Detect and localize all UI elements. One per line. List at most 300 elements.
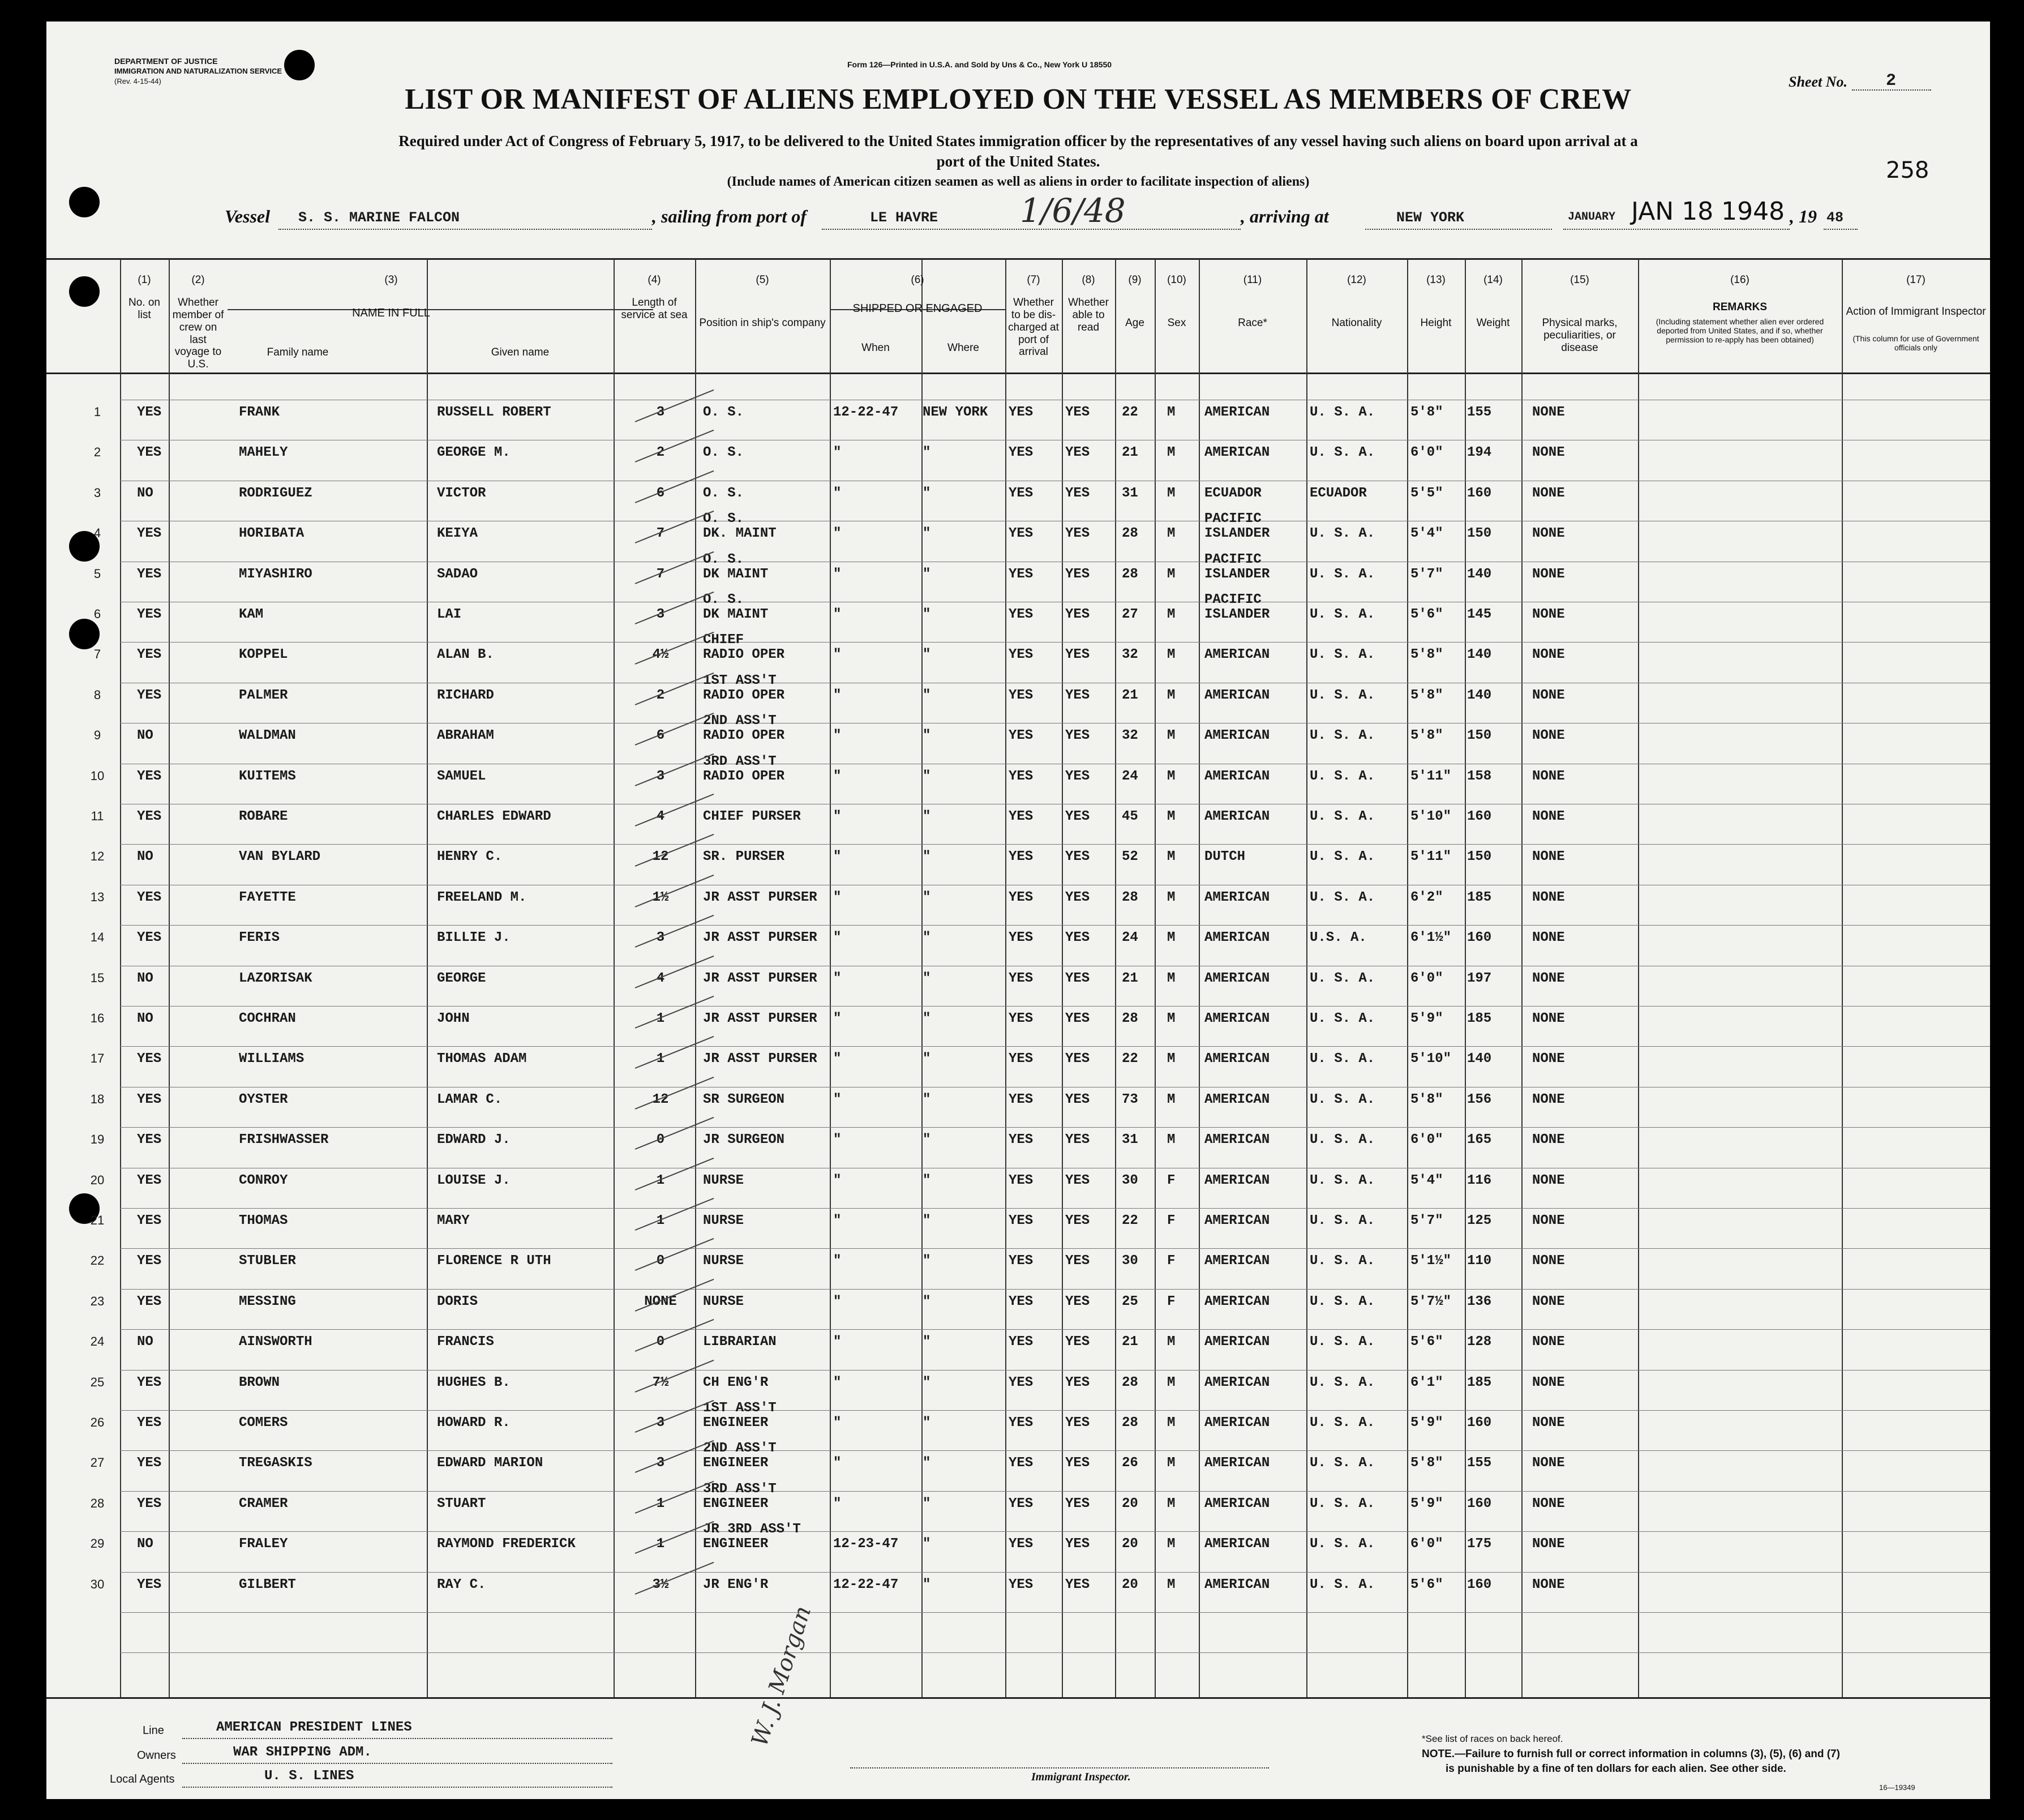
able-to-read: YES [1065,1051,1090,1067]
shipped-when: " [833,728,842,743]
nationality: U. S. A. [1310,445,1375,460]
to-be-discharged: YES [1009,769,1034,784]
position-line-2: ENGINEER [703,1536,769,1552]
row-number: 14 [90,930,105,944]
to-be-discharged: YES [1009,1132,1034,1147]
family-name: OYSTER [239,1092,288,1107]
physical-marks: NONE [1532,567,1565,582]
able-to-read: YES [1065,567,1090,582]
sex: F [1167,1294,1176,1309]
row-number: 13 [90,890,105,904]
line-value: AMERICAN PRESIDENT LINES [216,1720,412,1735]
shipped-where: " [923,445,931,460]
sex: M [1167,1132,1176,1147]
able-to-read: YES [1065,809,1090,824]
form-title: LIST OR MANIFEST OF ALIENS EMPLOYED ON THE VESSEL AS MEMBERS OF CREW [405,83,1632,115]
given-name: RICHARD [437,688,494,703]
service-length: 7½ [652,1375,669,1390]
service-length: 1 [656,1496,665,1511]
nationality: U. S. A. [1310,1132,1375,1147]
last-voyage: YES [137,1415,162,1431]
age: 30 [1122,1253,1138,1269]
col-divider [1155,259,1156,1697]
to-be-discharged: YES [1009,1496,1034,1511]
given-name: KEIYA [437,526,478,541]
physical-marks: NONE [1532,971,1565,986]
to-be-discharged: YES [1009,1213,1034,1228]
to-be-discharged: YES [1009,1294,1034,1309]
able-to-read: YES [1065,1173,1090,1188]
shipped-where: " [923,849,931,864]
nationality: U. S. A. [1310,971,1375,986]
age: 30 [1122,1173,1138,1188]
c7-label: Whether to be dis-charged at port of arrival [1008,297,1059,358]
given-name: RAY C. [437,1577,486,1592]
year-value: 48 [1826,209,1844,226]
race-line-1: AMERICAN [1204,890,1270,905]
age: 31 [1122,1132,1138,1147]
shipped-when: " [833,1132,842,1147]
shipped-where: " [923,809,931,824]
position-line-2: DK. MAINT [703,526,777,541]
height: 5'8" [1410,1092,1443,1107]
service-length: 3 [656,930,665,945]
nationality: U. S. A. [1310,1051,1375,1067]
weight: 155 [1467,1455,1492,1471]
height: 5'8" [1410,728,1443,743]
vessel-label: Vessel [225,206,270,226]
to-be-discharged: YES [1009,607,1034,622]
service-length: 0 [656,1132,665,1147]
able-to-read: YES [1065,405,1090,420]
family-name: MIYASHIRO [239,567,312,582]
nationality: U. S. A. [1310,1577,1375,1592]
last-voyage: YES [137,769,162,784]
vessel-name: S. S. MARINE FALCON [298,209,460,226]
age: 73 [1122,1092,1138,1107]
last-voyage: YES [137,607,162,622]
shipped-when: " [833,769,842,784]
able-to-read: YES [1065,1132,1090,1147]
sex: F [1167,1253,1176,1269]
family-name: COCHRAN [239,1011,296,1026]
race-line-1: PACIFIC [1204,511,1262,526]
position-line-1: NURSE [703,1213,744,1228]
to-be-discharged: YES [1009,1173,1034,1188]
sex: M [1167,1577,1176,1592]
last-voyage: YES [137,1213,162,1228]
last-voyage: YES [137,1092,162,1107]
position-line-1: NURSE [703,1173,744,1188]
sex: M [1167,849,1176,864]
nationality: U. S. A. [1310,1375,1375,1390]
c6-number: (6) [911,274,924,286]
punch-hole [284,50,315,80]
able-to-read: YES [1065,1375,1090,1390]
last-voyage: NO [137,971,153,986]
family-name: PALMER [239,688,288,703]
able-to-read: YES [1065,1213,1090,1228]
weight: 156 [1467,1092,1492,1107]
shipped-where: " [923,769,931,784]
weight: 140 [1467,567,1492,582]
col-divider [427,259,428,1697]
row-rule [120,1127,1990,1128]
service-length: 6 [656,486,665,501]
nationality: U. S. A. [1310,1092,1375,1107]
race-line-1: AMERICAN [1204,647,1270,662]
nationality: U. S. A. [1310,728,1375,743]
c3-family-label: Family name [267,346,329,358]
last-voyage: YES [137,1132,162,1147]
position-line-1: O. S. [703,592,744,607]
physical-marks: NONE [1532,1496,1565,1511]
row-number: 10 [90,769,105,783]
nationality: U. S. A. [1310,405,1375,420]
race-line-1: AMERICAN [1204,1253,1270,1269]
height: 5'9" [1410,1011,1443,1026]
able-to-read: YES [1065,688,1090,703]
col-divider [120,259,121,1697]
position-line-1: JR ENG'R [703,1577,769,1592]
sex: M [1167,688,1176,703]
col-divider [1465,259,1466,1697]
shipped-where: " [923,890,931,905]
physical-marks: NONE [1532,1011,1565,1026]
row-number: 21 [90,1213,105,1227]
given-name: THOMAS ADAM [437,1051,527,1067]
sex: M [1167,647,1176,662]
position-line-1: CHIEF PURSER [703,809,801,824]
height: 5'7" [1410,567,1443,582]
to-be-discharged: YES [1009,728,1034,743]
c6-where-label: Where [947,342,979,354]
race-line-1: DUTCH [1204,849,1246,864]
given-name: DORIS [437,1294,478,1309]
c12-number: (12) [1347,274,1366,286]
race-line-1: AMERICAN [1204,809,1270,824]
service-length: 0 [656,1334,665,1350]
weight: 140 [1467,1051,1492,1067]
able-to-read: YES [1065,890,1090,905]
sex: M [1167,1455,1176,1471]
race-line-1: ECUADOR [1204,486,1262,501]
c4-number: (4) [647,274,661,286]
form-code: 16—19349 [1879,1783,1915,1792]
shipped-when: " [833,1173,842,1188]
nationality: U. S. A. [1310,607,1375,622]
physical-marks: NONE [1532,1173,1565,1188]
c9-number: (9) [1128,274,1142,286]
dept-line-2: IMMIGRATION AND NATURALIZATION SERVICE [114,67,282,75]
c6-label: SHIPPED OR ENGAGED [852,302,983,315]
col-divider [169,259,170,1697]
nationality: U. S. A. [1310,809,1375,824]
height: 6'0" [1410,1536,1443,1552]
sex: M [1167,445,1176,460]
sex: F [1167,1213,1176,1228]
to-be-discharged: YES [1009,567,1034,582]
shipped-where: " [923,1294,931,1309]
last-voyage: YES [137,567,162,582]
physical-marks: NONE [1532,728,1565,743]
port-of-departure: LE HAVRE [870,209,938,226]
weight: 194 [1467,445,1492,460]
height: 5'6" [1410,1577,1443,1592]
sailing-label: , sailing from port of [652,206,807,226]
nationality: U. S. A. [1310,688,1375,703]
sex: M [1167,486,1176,501]
printer-note: Form 126—Printed in U.S.A. and Sold by Uns & Co., New York U 18550 [847,60,1112,69]
height: 5'6" [1410,607,1443,622]
given-name: RAYMOND FREDERICK [437,1536,576,1552]
weight: 150 [1467,728,1492,743]
punch-hole [69,276,100,307]
race-line-1: PACIFIC [1204,592,1262,607]
position-line-1: 1ST ASS'T [703,1401,777,1416]
physical-marks: NONE [1532,1334,1565,1350]
service-length: 7 [656,526,665,541]
shipped-when: " [833,1051,842,1067]
service-length: 3½ [652,1577,669,1592]
family-name: ROBARE [239,809,288,824]
service-length: 3 [656,1455,665,1471]
last-voyage: YES [137,1173,162,1188]
race-line-1: PACIFIC [1204,552,1262,567]
weight: 160 [1467,1415,1492,1431]
able-to-read: YES [1065,1577,1090,1592]
able-to-read: YES [1065,1294,1090,1309]
c17-number: (17) [1906,274,1926,286]
position-line-1: 1ST ASS'T [703,673,777,688]
age: 32 [1122,728,1138,743]
weight: 185 [1467,1011,1492,1026]
given-name: HUGHES B. [437,1375,511,1390]
service-length: 1 [656,1051,665,1067]
shipped-where: " [923,728,931,743]
weight: 128 [1467,1334,1492,1350]
last-voyage: YES [137,526,162,541]
age: 20 [1122,1577,1138,1592]
given-name: RUSSELL ROBERT [437,405,551,420]
weight: 197 [1467,971,1492,986]
physical-marks: NONE [1532,1294,1565,1309]
age: 22 [1122,405,1138,420]
shipped-when: " [833,486,842,501]
shipped-where: " [923,688,931,703]
row-rule [120,1329,1990,1330]
shipped-when: " [833,1455,842,1471]
shipped-when: " [833,1375,842,1390]
able-to-read: YES [1065,1253,1090,1269]
row-rule [120,1491,1990,1492]
shipped-when: " [833,849,842,864]
age: 20 [1122,1496,1138,1511]
penalty-note-1: NOTE.—Failure to furnish full or correct information in columns (3), (5), (6) and (7) [1422,1748,1840,1760]
position-line-1: CHIEF [703,632,744,648]
height: 5'8" [1410,688,1443,703]
race-line-1: AMERICAN [1204,728,1270,743]
sex: M [1167,526,1176,541]
sex: M [1167,728,1176,743]
to-be-discharged: YES [1009,1415,1034,1431]
sex: M [1167,971,1176,986]
sex: M [1167,1415,1176,1431]
sex: M [1167,1496,1176,1511]
physical-marks: NONE [1532,445,1565,460]
punch-hole [69,187,100,217]
port-line [822,229,1241,230]
shipped-when: " [833,607,842,622]
row-rule [120,1612,1990,1613]
service-length: 12 [652,1092,669,1107]
position-line-1: NURSE [703,1253,744,1269]
sex: M [1167,567,1176,582]
nationality: U. S. A. [1310,1455,1375,1471]
c15-label: Physical marks, peculiarities, or disease [1542,317,1618,354]
weight: 145 [1467,607,1492,622]
race-line-1: AMERICAN [1204,1132,1270,1147]
row-rule [120,1531,1990,1532]
last-voyage: YES [137,1051,162,1067]
height: 6'0" [1410,971,1443,986]
c1-number: (1) [138,274,151,286]
service-length: 4 [656,809,665,824]
table-bottom-border [46,1697,1990,1699]
c14-number: (14) [1483,274,1503,286]
position-line-1: SR SURGEON [703,1092,785,1107]
physical-marks: NONE [1532,769,1565,784]
weight: 140 [1467,688,1492,703]
service-length: 1 [656,1011,665,1026]
nationality: U. S. A. [1310,647,1375,662]
race-line-1: AMERICAN [1204,688,1270,703]
row-rule [120,1370,1990,1371]
race-line-1: AMERICAN [1204,1415,1270,1431]
shipped-where: " [923,971,931,986]
shipped-where: " [923,1011,931,1026]
shipped-when: 12-22-47 [833,1577,899,1592]
form-subtitle-1: Required under Act of Congress of February 5, 1917, to be delivered to the United States immigration officer by the representatives of any vessel having such aliens on board upon arrival at a [398,132,1638,149]
to-be-discharged: YES [1009,1051,1034,1067]
height: 6'1½" [1410,930,1452,945]
position-line-1: JR 3RD ASS'T [703,1522,801,1537]
c2-label: Whether member of crew on last voyage to U.S. [172,297,224,371]
dept-line-1: DEPARTMENT OF JUSTICE [114,57,218,66]
age: 31 [1122,486,1138,501]
to-be-discharged: YES [1009,1092,1034,1107]
given-name: CHARLES EDWARD [437,809,551,824]
last-voyage: YES [137,688,162,703]
nationality: U. S. A. [1310,567,1375,582]
service-length: 3 [656,607,665,622]
nationality: U. S. A. [1310,849,1375,864]
able-to-read: YES [1065,486,1090,501]
race-line-1: AMERICAN [1204,1334,1270,1350]
handwritten-date: 1/6/48 [1020,191,1126,230]
line-label: Line [143,1724,164,1737]
row-number: 30 [90,1577,105,1591]
physical-marks: NONE [1532,526,1565,541]
service-length: 2 [656,688,665,703]
shipped-when: " [833,445,842,460]
position-line-2: RADIO OPER [703,728,785,743]
race-line-1: AMERICAN [1204,930,1270,945]
to-be-discharged: YES [1009,1375,1034,1390]
height: 5'11" [1410,769,1452,784]
age: 26 [1122,1455,1138,1471]
c10-label: Sex [1167,317,1186,329]
able-to-read: YES [1065,1455,1090,1471]
age: 28 [1122,890,1138,905]
weight: 116 [1467,1173,1492,1188]
row-rule [120,1248,1990,1249]
arrival-stamp: JAN 18 1948 [1631,197,1785,226]
race-line-1: AMERICAN [1204,1496,1270,1511]
last-voyage: YES [137,1375,162,1390]
shipped-where: " [923,930,931,945]
row-rule [120,1410,1990,1411]
inspector-rule [850,1767,1269,1768]
age: 21 [1122,1334,1138,1350]
shipped-when: " [833,1213,842,1228]
c12-label: Nationality [1331,317,1382,329]
height: 6'0" [1410,1132,1443,1147]
row-rule [120,1046,1990,1047]
c14-label: Weight [1476,317,1510,329]
given-name: VICTOR [437,486,486,501]
shipped-when: " [833,567,842,582]
sheet-number: 2 [1886,71,1897,91]
weight: 110 [1467,1253,1492,1269]
family-name: WILLIAMS [239,1051,305,1067]
height: 5'8" [1410,1455,1443,1471]
row-rule [120,1652,1990,1653]
last-voyage: YES [137,1496,162,1511]
race-line-1: AMERICAN [1204,769,1270,784]
arrival-date-line [1563,229,1790,230]
physical-marks: NONE [1532,688,1565,703]
shipped-subheader-divider [921,309,923,372]
height: 5'8" [1410,647,1443,662]
age: 22 [1122,1213,1138,1228]
punch-hole [69,619,100,649]
row-number: 4 [93,526,101,540]
race-line-2: ISLANDER [1204,567,1270,582]
shipped-when: " [833,526,842,541]
service-length: 6 [656,728,665,743]
position-line-1: LIBRARIAN [703,1334,777,1350]
shipped-where: " [923,1092,931,1107]
able-to-read: YES [1065,1496,1090,1511]
position-line-2: ENGINEER [703,1415,769,1431]
weight: 165 [1467,1132,1492,1147]
shipped-where: " [923,1213,931,1228]
nationality: U. S. A. [1310,1294,1375,1309]
given-name: JOHN [437,1011,470,1026]
to-be-discharged: YES [1009,809,1034,824]
physical-marks: NONE [1532,930,1565,945]
row-rule [120,1289,1990,1290]
age: 28 [1122,567,1138,582]
weight: 160 [1467,930,1492,945]
c3-label: NAME IN FULL [352,307,430,319]
owners-label: Owners [137,1749,176,1762]
shipped-when: " [833,1011,842,1026]
shipped-when: " [833,930,842,945]
shipped-where: " [923,1415,931,1431]
col-divider [1062,259,1063,1697]
